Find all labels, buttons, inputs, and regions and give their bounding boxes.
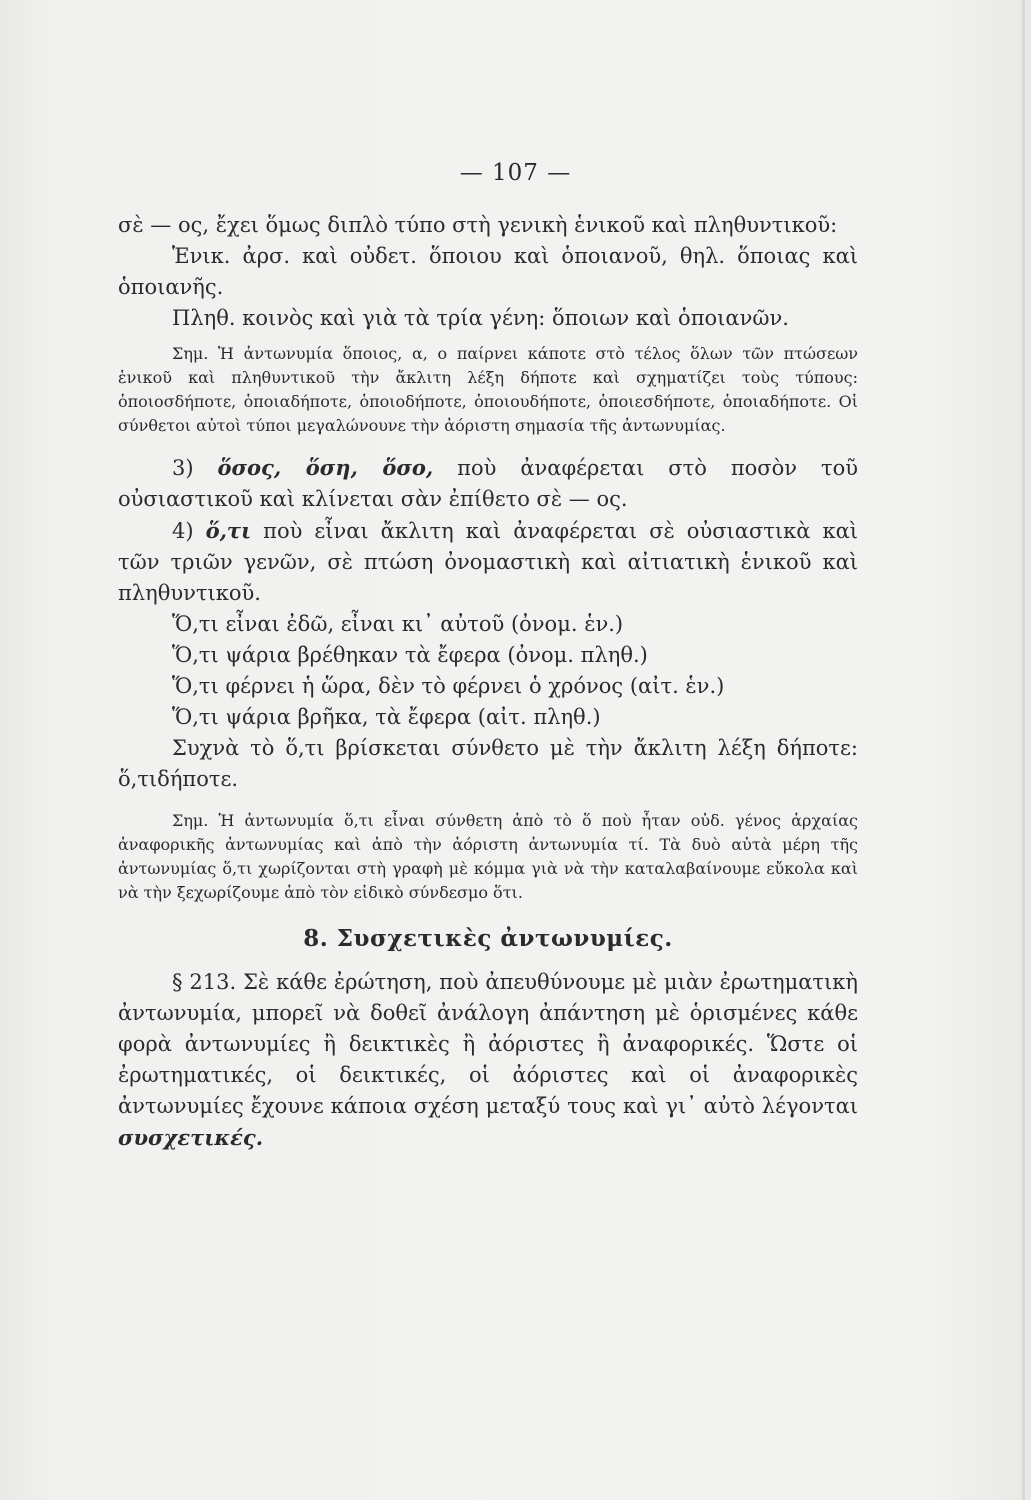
term-osos: ὅσος, ὅση, ὅσο, [217, 455, 434, 480]
paragraph-singular-forms: Ἑνικ. ἀρσ. καὶ οὐδετ. ὅποιου καὶ ὁποιανοῦ, θηλ. ὅποιας καὶ ὁποιανῆς. [118, 244, 858, 299]
item-text: ποὺ εἶναι ἄκλιτη καὶ ἀναφέρεται σὲ οὐσιαστικὰ καὶ τῶν τριῶν γενῶν, σὲ πτώση ὀνομαστικὴ καὶ αἰτιατικὴ ἑνικοῦ καὶ πληθυντικοῦ. [118, 519, 858, 605]
example-line: Ὅ,τι εἶναι ἐδῶ, εἶναι κι᾽ αὐτοῦ (ὀνομ. ἑν.) [172, 612, 624, 636]
paragraph-oti [118, 515, 858, 609]
item-text: ποὺ ἀναφέρεται στὸ ποσὸν τοῦ οὐσιαστικοῦ καὶ κλίνεται σὰν ἐπίθετο σὲ — ος. [118, 456, 858, 511]
note-oti: Σημ. Ἡ ἀντωνυμία ὅ,τι εἶναι σύνθετη ἀπὸ τὸ ὅ ποὺ ἦταν οὐδ. γένος ἀρχαίας ἀναφορικῆς ἀντωνυμίας καὶ ἀπὸ τὴν ἀόριστη ἀντωνυμία τί. Τὰ δυὸ αὐτὰ μέρη τῆς ἀντωνυμίας ὅ,τι χωρίζονται στὴ γραφὴ μὲ κόμμα γιὰ νὰ τὴν καταλαβαίνουμε εὔκολα καὶ νὰ τὴν ξεχωρίζουμε ἀπὸ τὸν εἰδικὸ σύνδεσμο ὅτι. [118, 811, 858, 902]
page-number: — 107 — [459, 160, 572, 186]
page-edge [1022, 0, 1025, 1500]
note-oposdipote: Σημ. Ἡ ἀντωνυμία ὅποιος, α, ο παίρνει κάποτε στὸ τέλος ὅλων τῶν πτώσεων ἑνικοῦ καὶ πληθυντικοῦ τὴν ἄκλιτη λέξη δήποτε καὶ σχηματίζει τοὺς τύπους: ὁποιοσδήποτε, ὁποιαδήποτε, ὁποιοδήποτε, ὁποιουδήποτε, ὁποιεσδήποτε, ὁποιαδήποτε. Οἱ σύνθετοι αὐτοὶ τύποι μεγαλώνουνε τὴν ἀόριστη σημασία τῆς ἀντωνυμίας. [118, 344, 858, 435]
item-number: 4) [172, 519, 194, 543]
paragraph-otidipote: Συχνὰ τὸ ὅ,τι βρίσκεται σύνθετο μὲ τὴν ἄκλιτη λέξη δήποτε: ὅ,τιδήποτε. [118, 736, 858, 791]
paragraph-text: § 213. Σὲ κάθε ἐρώτηση, ποὺ ἀπευθύνουμε μὲ μιὰν ἐρωτηματικὴ ἀντωνυμία, μπορεῖ νὰ δοθεῖ ἀνάλογη ἀπάντηση μὲ ὁρισμένες κάθε φορὰ ἀντωνυμίες ἢ δεικτικὲς ἢ ἀόριστες ἢ ἀναφορικές. Ὥστε οἱ ἐρωτηματικές, οἱ δεικτικές, οἱ ἀόριστες καὶ οἱ ἀναφορικὲς ἀντωνυμίες ἔχουνε κάποια σχέση μεταξύ τους καὶ γι᾽ αὐτὸ λέγονται [118, 970, 858, 1118]
item-number: 3) [172, 456, 194, 480]
term-oti: ὅ,τι [205, 518, 252, 543]
term-syschetikes: συσχετικές. [118, 1125, 264, 1150]
example-line: Ὅ,τι ψάρια βρῆκα, τὰ ἔφερα (αἰτ. πληθ.) [172, 705, 601, 729]
paragraph-213 [118, 967, 858, 1154]
example-line: Ὅ,τι ψάρια βρέθηκαν τὰ ἔφερα (ὀνομ. πληθ.) [172, 643, 648, 667]
page-body [118, 210, 858, 1154]
section-heading: 8. Συσχετικὲς ἀντωνυμίες. [303, 925, 673, 952]
paragraph-continuation: σὲ — ος, ἔχει ὅμως διπλὸ τύπο στὴ γενικὴ ἑνικοῦ καὶ πληθυντικοῦ: [118, 213, 838, 237]
paragraph-plural-forms: Πληθ. κοινὸς καὶ γιὰ τὰ τρία γένη: ὅποιων καὶ ὁποιανῶν. [172, 306, 789, 330]
paragraph-osos [118, 452, 858, 515]
example-line: Ὅ,τι φέρνει ἡ ὥρα, δὲν τὸ φέρνει ὁ χρόνος (αἰτ. ἑν.) [172, 674, 725, 698]
